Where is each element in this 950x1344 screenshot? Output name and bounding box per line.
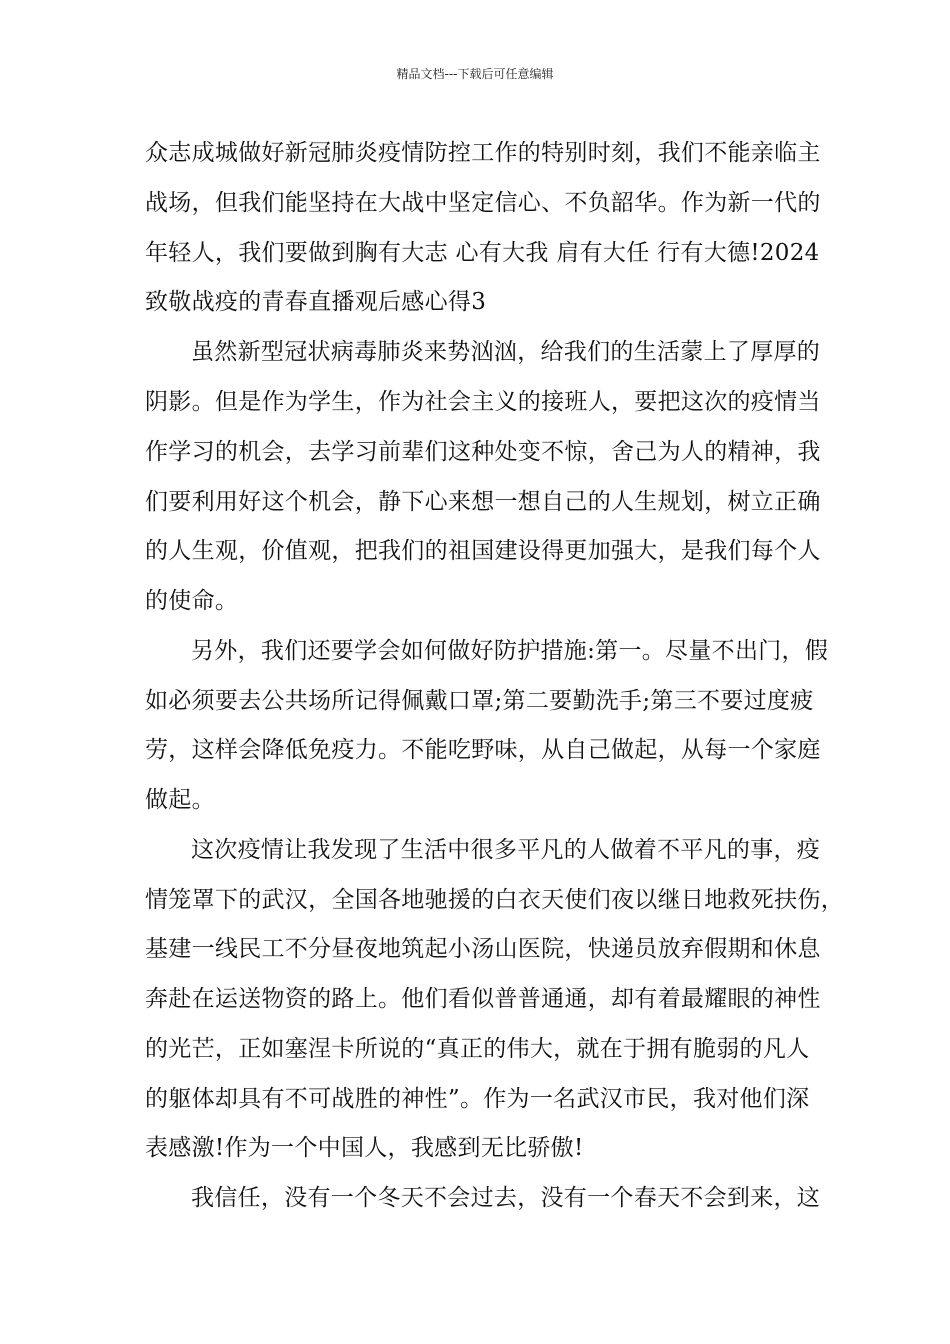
text-line: 年轻人，我们要做到胸有大志 心有大我 肩有大任 行有大德!2024: [145, 240, 820, 266]
text-line: 的人生观，价值观，把我们的祖国建设得更加强大，是我们每个人: [145, 538, 821, 564]
text-line: 奔赴在运送物资的路上。他们看似普普通通，却有着最耀眼的神性: [145, 986, 821, 1012]
text-line: 做起。: [145, 787, 215, 813]
text-line: 的光芒，正如塞涅卡所说的“真正的伟大，就在于拥有脆弱的凡人: [145, 1036, 810, 1062]
text-line: 众志成城做好新冠肺炎疫情防控工作的特别时刻，我们不能亲临主: [145, 140, 821, 166]
text-line: 致敬战疫的青春直播观后感心得3: [145, 289, 487, 315]
text-line: 作学习的机会，去学习前辈们这种处变不惊，舍己为人的精神，我: [145, 439, 821, 465]
text-line: 的使命。: [145, 588, 239, 614]
text-line: 阴影。但是作为学生，作为社会主义的接班人，要把这次的疫情当: [145, 389, 821, 415]
paragraph-start-line: 我信任，没有一个冬天不会过去，没有一个春天不会到来，这: [191, 1185, 821, 1211]
text-line: 表感激!作为一个中国人，我感到无比骄傲!: [145, 1135, 584, 1161]
paragraph-start-line: 这次疫情让我发现了生活中很多平凡的人做着不平凡的事，疫: [191, 837, 821, 863]
text-line: 情笼罩下的武汉，全国各地驰援的白衣天使们夜以继日地救死扶伤，: [145, 887, 844, 913]
paragraph-start-line: 虽然新型冠状病毒肺炎来势汹汹，给我们的生活蒙上了厚厚的: [191, 339, 821, 365]
text-line: 如必须要去公共场所记得佩戴口罩;第二要勤洗手;第三不要过度疲: [145, 688, 814, 714]
text-line: 基建一线民工不分昼夜地筑起小汤山医院，快递员放弃假期和休息: [145, 936, 821, 962]
page-header: 精品文档---下载后可任意编辑: [396, 67, 554, 81]
text-line: 们要利用好这个机会，静下心来想一想自己的人生规划，树立正确: [145, 489, 821, 515]
text-line: 劳，这样会降低免疫力。不能吃野味，从自己做起，从每一个家庭: [145, 737, 821, 763]
paragraph-start-line: 另外，我们还要学会如何做好防护措施:第一。尽量不出门，假: [191, 638, 829, 664]
text-line: 战场，但我们能坚持在大战中坚定信心、不负韶华。作为新一代的: [145, 190, 821, 216]
text-line: 的躯体却具有不可战胜的神性”。作为一名武汉市民，我对他们深: [145, 1086, 810, 1112]
